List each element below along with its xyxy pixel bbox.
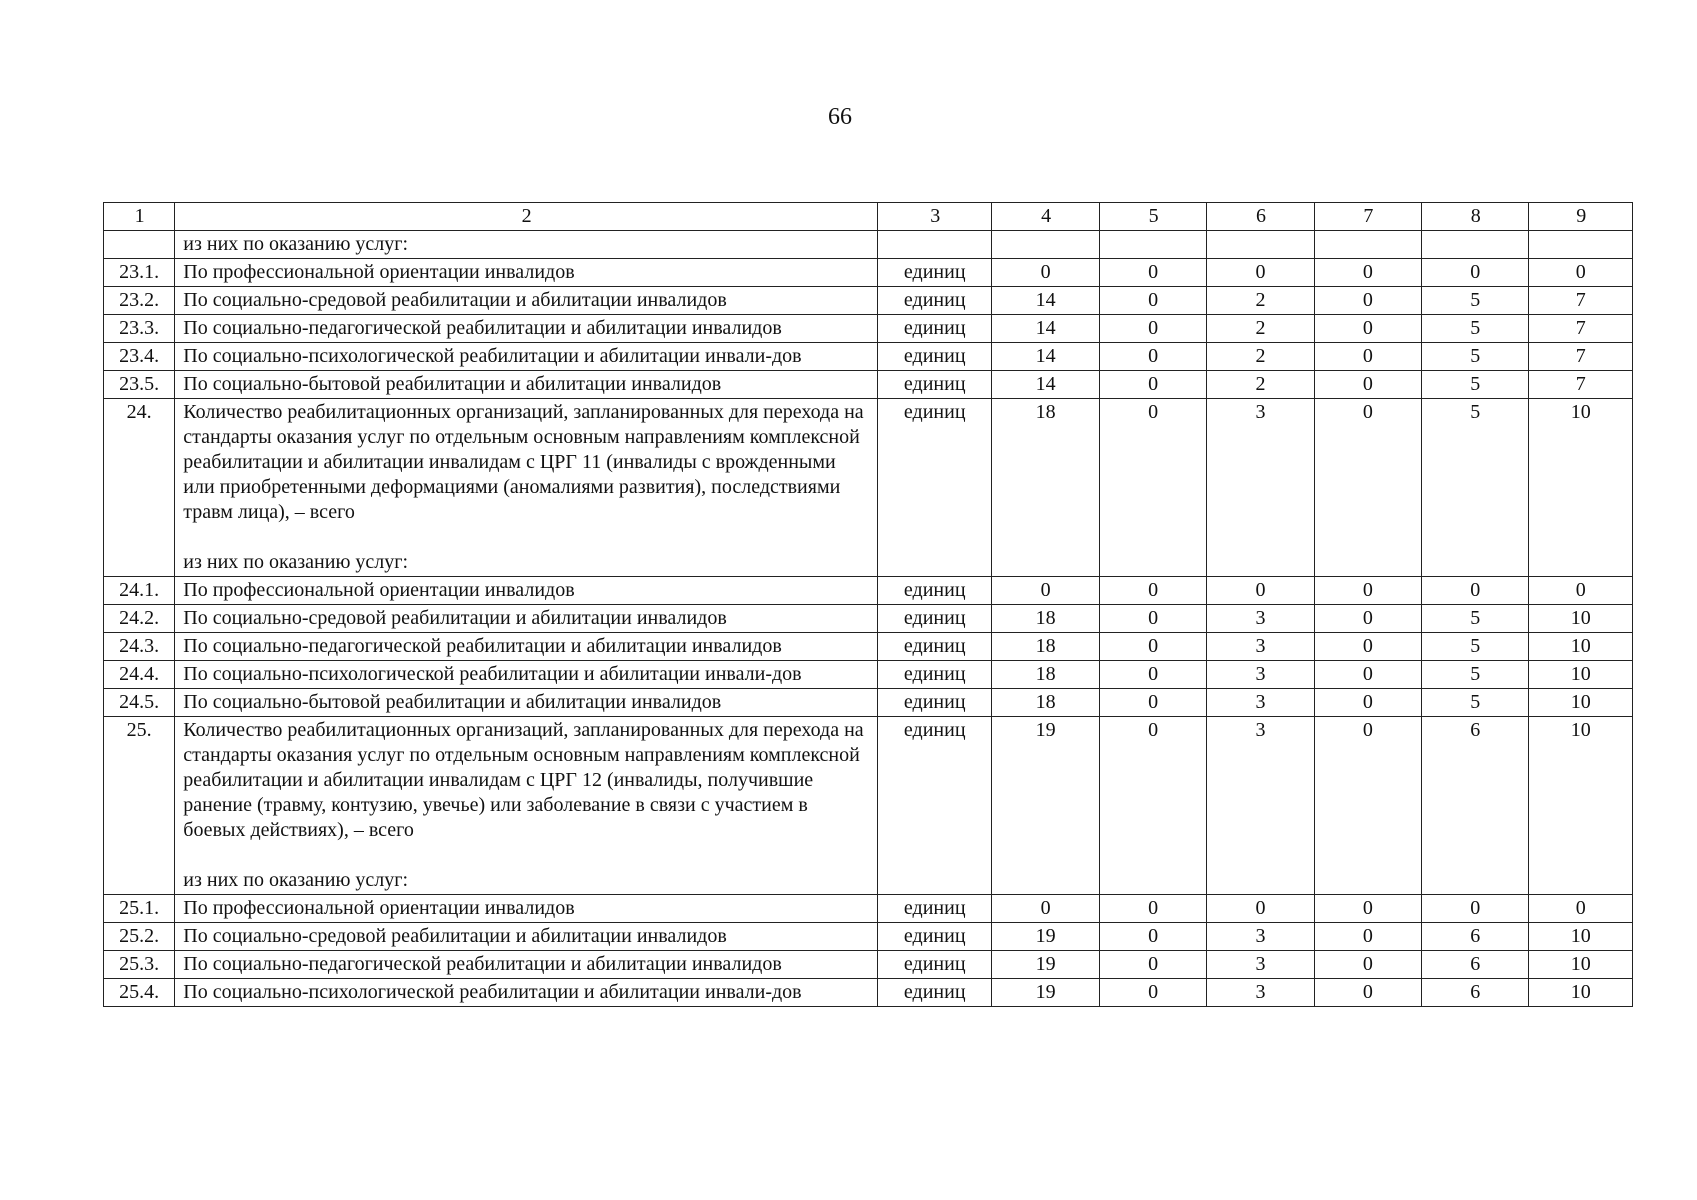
value-cell: 0 [1314,895,1421,923]
unit-cell: единиц [878,577,992,605]
indicator-text: Количество реабилитационных организаций, запланированных для перехода на стандарты оказания услуг по отдельным основным направлениям комплексной реабилитации и абилитации инвалидам с ЦРГ 12 (инвалиды, получившие ранение (травму, контузию, увечье) или заболевание в связи с участием в боевых действиях), – всего [183,719,864,841]
value-cell: 0 [1099,399,1206,577]
unit-cell [878,231,992,259]
column-header: 2 [175,203,878,231]
value-cell: 0 [1314,399,1421,577]
value-cell: 0 [1314,287,1421,315]
value-cell: 5 [1422,287,1529,315]
indicator-subtext: из них по оказанию услуг: [183,551,409,573]
unit-cell: единиц [878,605,992,633]
column-header: 5 [1099,203,1206,231]
indicator-name-cell [175,717,878,895]
row-number-cell: 24.4. [104,661,175,689]
table-row [104,923,1633,951]
table-row [104,343,1633,371]
indicator-name-cell [175,287,878,315]
value-cell: 5 [1422,605,1529,633]
value-cell: 6 [1422,979,1529,1007]
column-header: 7 [1314,203,1421,231]
value-cell: 6 [1422,923,1529,951]
indicator-text: По социально-педагогической реабилитации и абилитации инвалидов [183,635,782,657]
value-cell: 0 [1314,951,1421,979]
value-cell: 18 [992,399,1099,577]
unit-cell: единиц [878,689,992,717]
indicator-text: Количество реабилитационных организаций, запланированных для перехода на стандарты оказания услуг по отдельным основным направлениям комплексной реабилитации и абилитации инвалидам с ЦРГ 11 (инвалиды с врожденными или приобретенными деформациями (аномалиями развития), последствиями травм лица), – всего [183,401,864,523]
value-cell [1314,231,1421,259]
value-cell: 10 [1529,923,1633,951]
value-cell: 6 [1422,951,1529,979]
value-cell [1422,231,1529,259]
value-cell: 19 [992,979,1099,1007]
value-cell: 0 [1314,979,1421,1007]
row-number-cell: 23.5. [104,371,175,399]
value-cell: 18 [992,661,1099,689]
value-cell: 14 [992,371,1099,399]
value-cell: 7 [1529,371,1633,399]
value-cell: 2 [1207,315,1314,343]
value-cell: 14 [992,287,1099,315]
indicator-text: из них по оказанию услуг: [183,233,409,255]
row-number-cell: 23.4. [104,343,175,371]
indicator-text: По профессиональной ориентации инвалидов [183,897,575,919]
value-cell: 5 [1422,399,1529,577]
row-number-cell: 24.2. [104,605,175,633]
value-cell: 0 [1314,577,1421,605]
value-cell: 10 [1529,633,1633,661]
value-cell: 0 [1099,923,1206,951]
value-cell [1207,231,1314,259]
row-number-cell: 23.2. [104,287,175,315]
indicator-text: По социально-психологической реабилитации и абилитации инвали-дов [183,981,802,1003]
indicator-text: По социально-средовой реабилитации и абилитации инвалидов [183,607,727,629]
value-cell: 0 [1207,259,1314,287]
data-table [103,202,1633,1007]
value-cell: 0 [1099,287,1206,315]
indicator-name-cell [175,259,878,287]
column-header: 3 [878,203,992,231]
row-number-cell: 25.2. [104,923,175,951]
value-cell: 5 [1422,343,1529,371]
value-cell: 5 [1422,689,1529,717]
table-row [104,661,1633,689]
value-cell: 10 [1529,717,1633,895]
indicator-text: По профессиональной ориентации инвалидов [183,579,575,601]
unit-cell: единиц [878,315,992,343]
value-cell: 0 [1314,315,1421,343]
value-cell: 10 [1529,605,1633,633]
value-cell: 0 [1422,577,1529,605]
indicator-text: По социально-психологической реабилитации и абилитации инвали-дов [183,663,802,685]
value-cell: 0 [1314,923,1421,951]
table-row [104,605,1633,633]
value-cell: 10 [1529,951,1633,979]
value-cell: 0 [1314,633,1421,661]
row-number-cell: 24. [104,399,175,577]
value-cell: 7 [1529,287,1633,315]
table-row [104,689,1633,717]
indicator-text: По социально-педагогической реабилитации и абилитации инвалидов [183,317,782,339]
value-cell: 19 [992,951,1099,979]
indicator-name-cell [175,399,878,577]
value-cell: 5 [1422,315,1529,343]
value-cell: 0 [1099,633,1206,661]
value-cell: 2 [1207,371,1314,399]
value-cell: 3 [1207,717,1314,895]
value-cell: 0 [1099,951,1206,979]
value-cell: 18 [992,605,1099,633]
value-cell: 3 [1207,633,1314,661]
page-number: 66 [828,104,852,130]
unit-cell: единиц [878,399,992,577]
value-cell: 0 [1314,343,1421,371]
table-row [104,717,1633,895]
column-header: 6 [1207,203,1314,231]
column-number-header-row [104,203,1633,231]
indicator-name-cell [175,371,878,399]
unit-cell: единиц [878,343,992,371]
value-cell: 10 [1529,689,1633,717]
row-number-cell: 23.3. [104,315,175,343]
value-cell: 3 [1207,399,1314,577]
table-row [104,315,1633,343]
value-cell: 0 [1529,259,1633,287]
value-cell: 0 [1099,315,1206,343]
value-cell: 18 [992,633,1099,661]
value-cell: 0 [1099,895,1206,923]
value-cell: 0 [1314,689,1421,717]
value-cell: 0 [1314,717,1421,895]
table-row [104,287,1633,315]
column-header: 1 [104,203,175,231]
value-cell [992,231,1099,259]
unit-cell: единиц [878,633,992,661]
value-cell: 0 [1207,577,1314,605]
value-cell: 14 [992,315,1099,343]
indicator-text: По социально-средовой реабилитации и абилитации инвалидов [183,925,727,947]
indicator-text: По профессиональной ориентации инвалидов [183,261,575,283]
table-row [104,259,1633,287]
value-cell: 0 [992,577,1099,605]
value-cell: 10 [1529,399,1633,577]
indicator-name-cell [175,343,878,371]
value-cell: 0 [1099,259,1206,287]
value-cell: 3 [1207,689,1314,717]
row-number-cell: 25. [104,717,175,895]
indicator-name-cell [175,633,878,661]
value-cell: 19 [992,717,1099,895]
indicator-text: По социально-педагогической реабилитации и абилитации инвалидов [183,953,782,975]
value-cell [1099,231,1206,259]
value-cell: 0 [1422,895,1529,923]
table-row [104,399,1633,577]
value-cell: 0 [1314,605,1421,633]
value-cell: 19 [992,923,1099,951]
value-cell: 0 [992,895,1099,923]
row-number-cell: 23.1. [104,259,175,287]
value-cell: 0 [1529,895,1633,923]
value-cell: 0 [1099,605,1206,633]
value-cell: 0 [1314,259,1421,287]
indicator-subtext: из них по оказанию услуг: [183,869,409,891]
row-number-cell: 24.3. [104,633,175,661]
unit-cell: единиц [878,259,992,287]
indicator-name-cell [175,577,878,605]
unit-cell: единиц [878,979,992,1007]
indicator-text: По социально-бытовой реабилитации и абилитации инвалидов [183,373,722,395]
value-cell: 5 [1422,371,1529,399]
value-cell: 2 [1207,343,1314,371]
table-row [104,371,1633,399]
value-cell: 5 [1422,633,1529,661]
value-cell: 0 [1099,979,1206,1007]
table-body [104,203,1633,1007]
indicator-name-cell [175,895,878,923]
value-cell: 6 [1422,717,1529,895]
unit-cell: единиц [878,287,992,315]
unit-cell: единиц [878,895,992,923]
value-cell: 0 [1422,259,1529,287]
value-cell: 0 [1099,371,1206,399]
value-cell: 3 [1207,979,1314,1007]
value-cell: 14 [992,343,1099,371]
table-row [104,979,1633,1007]
indicator-text: По социально-средовой реабилитации и абилитации инвалидов [183,289,727,311]
value-cell: 18 [992,689,1099,717]
value-cell: 7 [1529,343,1633,371]
unit-cell: единиц [878,923,992,951]
row-number-cell: 25.1. [104,895,175,923]
row-number-cell: 24.5. [104,689,175,717]
value-cell: 0 [1207,895,1314,923]
value-cell: 0 [1529,577,1633,605]
value-cell: 5 [1422,661,1529,689]
table-row [104,577,1633,605]
indicator-name-cell [175,689,878,717]
value-cell: 10 [1529,979,1633,1007]
value-cell [1529,231,1633,259]
indicator-text: По социально-психологической реабилитации и абилитации инвали-дов [183,345,802,367]
value-cell: 0 [1099,661,1206,689]
unit-cell: единиц [878,717,992,895]
column-header: 8 [1422,203,1529,231]
value-cell: 0 [1099,689,1206,717]
value-cell: 0 [1099,577,1206,605]
value-cell: 3 [1207,923,1314,951]
indicator-name-cell [175,661,878,689]
value-cell: 3 [1207,951,1314,979]
row-number-cell: 24.1. [104,577,175,605]
indicator-name-cell [175,315,878,343]
indicator-name-cell [175,979,878,1007]
indicator-name-cell [175,605,878,633]
indicator-name-cell [175,923,878,951]
row-number-cell [104,231,175,259]
value-cell: 0 [992,259,1099,287]
unit-cell: единиц [878,661,992,689]
value-cell: 3 [1207,661,1314,689]
table-row [104,951,1633,979]
value-cell: 0 [1099,717,1206,895]
value-cell: 10 [1529,661,1633,689]
value-cell: 0 [1314,661,1421,689]
value-cell: 0 [1314,371,1421,399]
indicator-name-cell [175,231,878,259]
row-number-cell: 25.4. [104,979,175,1007]
value-cell: 7 [1529,315,1633,343]
table-row [104,895,1633,923]
column-header: 9 [1529,203,1633,231]
table-row [104,231,1633,259]
row-number-cell: 25.3. [104,951,175,979]
column-header: 4 [992,203,1099,231]
indicator-name-cell [175,951,878,979]
table-row [104,633,1633,661]
indicator-text: По социально-бытовой реабилитации и абилитации инвалидов [183,691,722,713]
value-cell: 3 [1207,605,1314,633]
value-cell: 2 [1207,287,1314,315]
value-cell: 0 [1099,343,1206,371]
unit-cell: единиц [878,371,992,399]
unit-cell: единиц [878,951,992,979]
